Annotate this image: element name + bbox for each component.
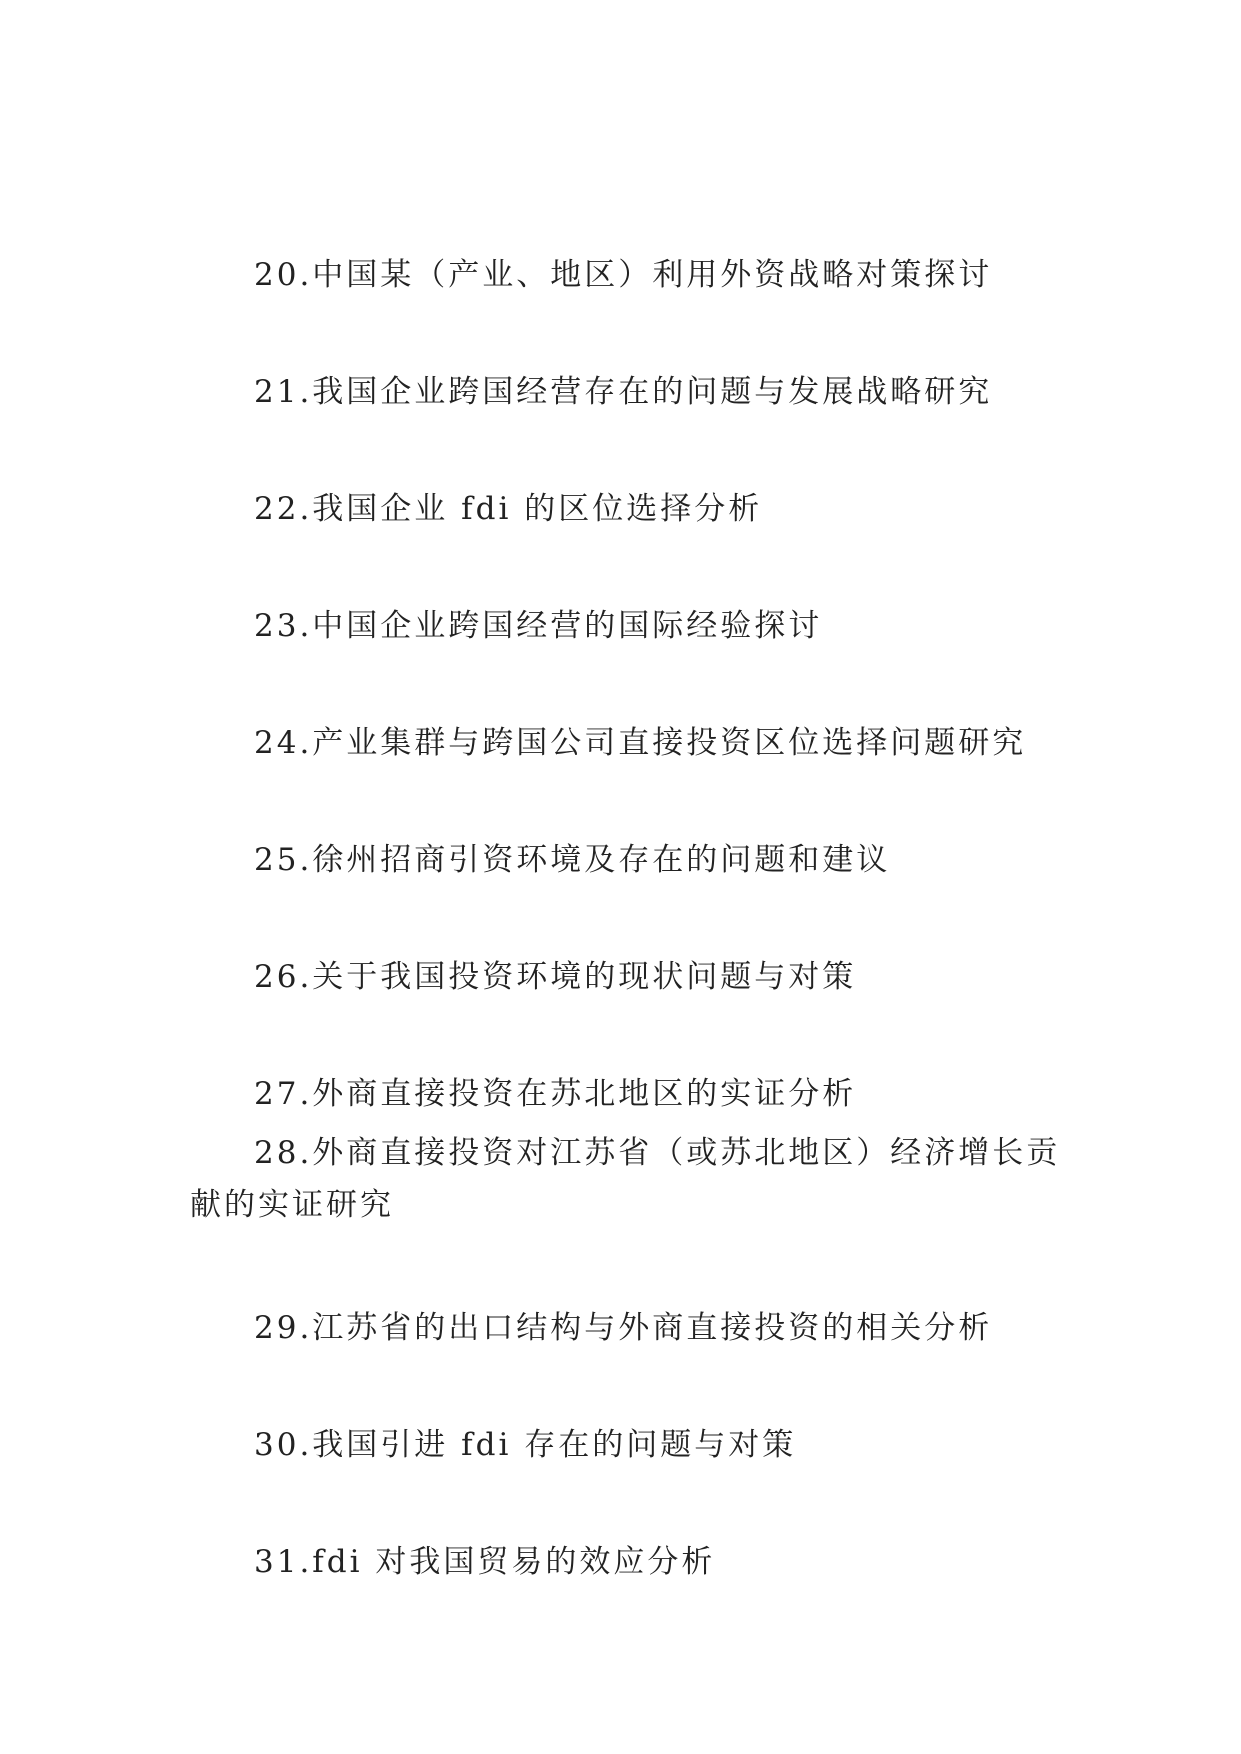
list-item: 31.fdi 对我国贸易的效应分析: [254, 1544, 716, 1580]
list-item: 23.中国企业跨国经营的国际经验探讨: [254, 608, 823, 644]
list-item: 29.江苏省的出口结构与外商直接投资的相关分析: [254, 1310, 993, 1346]
list-item: 24.产业集群与跨国公司直接投资区位选择问题研究: [254, 725, 1027, 761]
list-item: 26.关于我国投资环境的现状问题与对策: [254, 959, 857, 995]
list-item: 30.我国引进 fdi 存在的问题与对策: [254, 1427, 797, 1463]
list-item: 22.我国企业 fdi 的区位选择分析: [254, 491, 763, 527]
list-item: 25.徐州招商引资环境及存在的问题和建议: [254, 842, 891, 878]
list-item: 27.外商直接投资在苏北地区的实证分析: [254, 1076, 857, 1112]
list-item: 21.我国企业跨国经营存在的问题与发展战略研究: [254, 374, 993, 410]
list-item: 28.外商直接投资对江苏省（或苏北地区）经济增长贡献的实证研究: [190, 1135, 1061, 1223]
list-item: 20.中国某（产业、地区）利用外资战略对策探讨: [254, 257, 993, 293]
